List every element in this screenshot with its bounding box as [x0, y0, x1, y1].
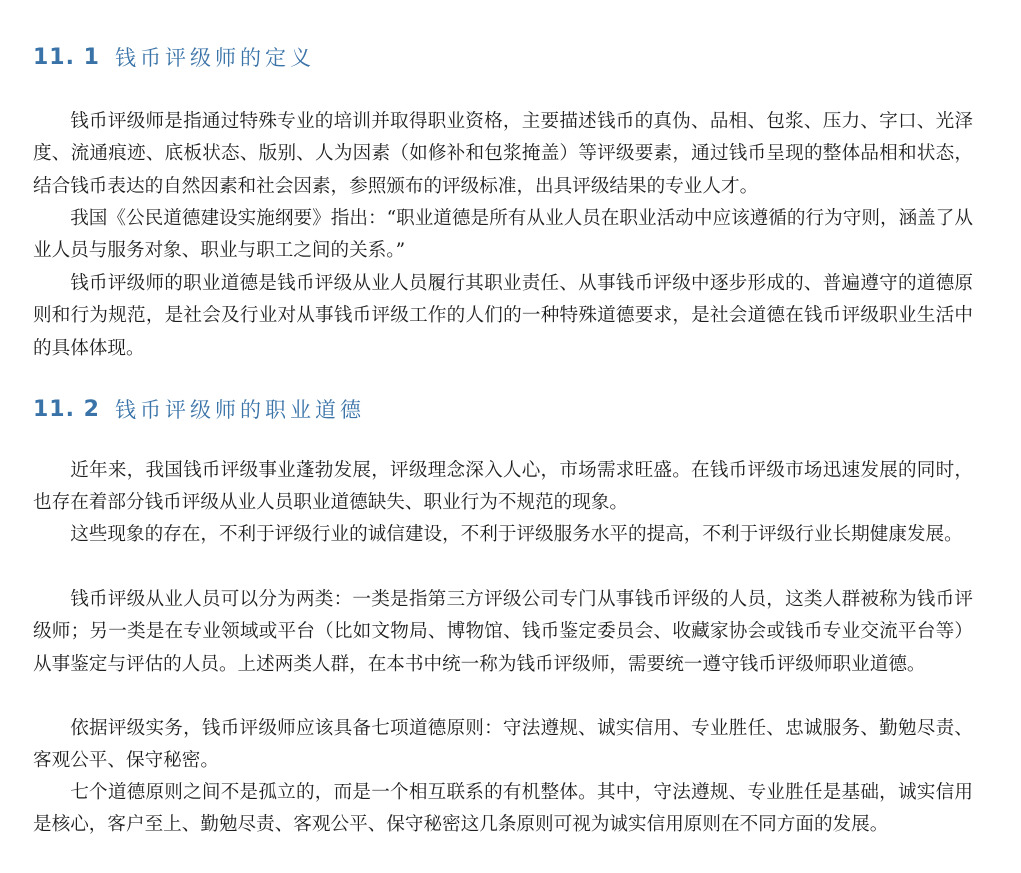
- section-heading-11-2: [33, 391, 365, 427]
- paragraph: 这些现象的存在，不利于评级行业的诚信建设，不利于评级服务水平的提高，不利于评级行业长期健康发展。: [70, 524, 963, 545]
- section-number: 11. 2: [33, 396, 100, 422]
- paragraph: 钱币评级师是指通过特殊专业的培训并取得职业资格，主要描述钱币的真伪、品相、包浆、压力、字口、光泽度、流通痕迹、底板状态、版别、人为因素（如修补和包浆掩盖）等评级要素，通过钱币呈现的整体品相和状态，结合钱币表达的自然因素和社会因素，参照颁布的评级标准，出具评级结果的专业人才。: [33, 111, 973, 197]
- paragraph: 近年来，我国钱币评级事业蓬勃发展，评级理念深入人心，市场需求旺盛。在钱币评级市场迅速发展的同时，也存在着部分钱币评级从业人员职业道德缺失、职业行为不规范的现象。: [33, 460, 973, 514]
- paragraph: 七个道德原则之间不是孤立的，而是一个相互联系的有机整体。其中，守法遵规、专业胜任是基础，诚实信用是核心，客户至上、勤勉尽责、客观公平、保守秘密这几条原则可视为诚实信用原则在不同方面的发展。: [33, 782, 973, 836]
- paragraph: 钱币评级师的职业道德是钱币评级从业人员履行其职业责任、从事钱币评级中逐步形成的、普遍遵守的道德原则和行为规范，是社会及行业对从事钱币评级工作的人们的一种特殊道德要求，是社会道德在钱币评级职业生活中的具体体现。: [33, 273, 973, 359]
- paragraph: 钱币评级从业人员可以分为两类：一类是指第三方评级公司专门从事钱币评级的人员，这类人群被称为钱币评级师；另一类是在专业领域或平台（比如文物局、博物馆、钱币鉴定委员会、收藏家协会或钱币专业交流平台等）从事鉴定与评估的人员。上述两类人群，在本书中统一称为钱币评级师，需要统一遵守钱币评级师职业道德。: [33, 589, 973, 675]
- section-title: 钱币评级师的职业道德: [115, 398, 365, 422]
- section-number: 11. 1: [33, 44, 100, 70]
- paragraph: 我国《公民道德建设实施纲要》指出：“职业道德是所有从业人员在职业活动中应该遵循的行为守则，涵盖了从业人员与服务对象、职业与职工之间的关系。”: [33, 208, 973, 262]
- section-heading-11-1: [33, 39, 315, 75]
- paragraph: 依据评级实务，钱币评级师应该具备七项道德原则：守法遵规、诚实信用、专业胜任、忠诚服务、勤勉尽责、客观公平、保守秘密。: [33, 718, 973, 772]
- section-title: 钱币评级师的定义: [115, 46, 315, 70]
